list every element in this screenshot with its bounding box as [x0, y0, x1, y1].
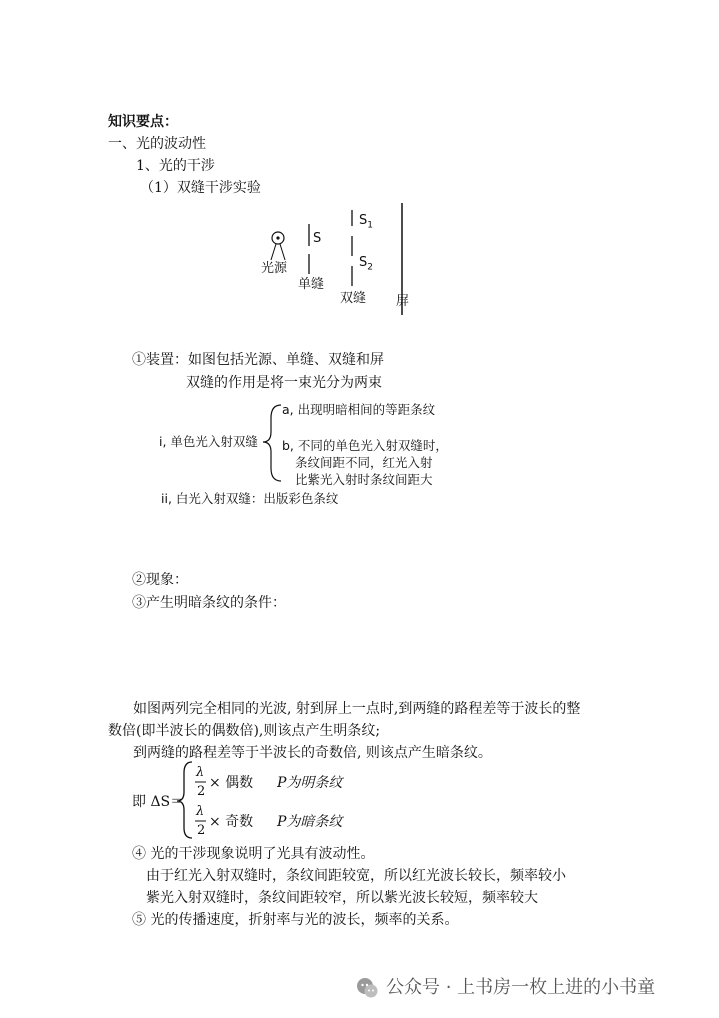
white-light-line: ii, 白光入射双缝：出版彩色条纹 — [161, 491, 339, 506]
label-screen: 屏 — [396, 294, 410, 309]
wechat-icon — [355, 976, 379, 1000]
device-line-1: ①装置：如图包括光源、单缝、双缝和屏 — [132, 352, 384, 368]
formula-two-bottom: 2 — [197, 823, 206, 838]
label-s1-main: S — [359, 213, 368, 228]
formula-dark: P为暗条纹 — [277, 814, 343, 830]
para1-line2: 数倍(即半波长的偶数倍),则该点产生明条纹; — [108, 723, 381, 739]
label-s2-main: S — [359, 255, 368, 270]
mono-b3: 比紫光入射时条纹间距大 — [295, 472, 433, 487]
item-4: ④ 光的干涉现象说明了光具有波动性。 — [132, 846, 375, 862]
subsubsection-title: （1）双缝干涉实验 — [140, 180, 261, 196]
condition-label: ③产生明暗条纹的条件： — [132, 595, 286, 611]
mono-a: a, 出现明暗相间的等距条纹 — [282, 402, 436, 417]
item-4-line2: 由于红光入射双缝时，条纹间距较宽，所以红光波长较长，频率较小 — [146, 868, 566, 884]
watermark-text: 公众号 · 上书房一枚上进的小书童 — [386, 977, 656, 998]
formula-odd: × 奇数 — [209, 814, 254, 830]
formula-lambda-bottom: λ — [196, 804, 205, 819]
formula-two-top: 2 — [197, 784, 206, 799]
label-double-slit: 双缝 — [340, 291, 367, 306]
mono-b2: 条纹间距不同，红光入射 — [295, 455, 433, 470]
item-5: ⑤ 光的传播速度，折射率与光的波长，频率的关系。 — [132, 912, 459, 928]
para2: 到两缝的路程差等于半波长的奇数倍, 则该点产生暗条纹。 — [133, 745, 492, 761]
label-light-source: 光源 — [261, 261, 288, 276]
formula-lambda-top: λ — [196, 765, 205, 780]
formula-even: × 偶数 — [209, 775, 254, 791]
label-s1-sub: 1 — [367, 220, 373, 231]
label-s: S — [313, 231, 322, 246]
phenomenon-label: ②现象： — [132, 572, 188, 588]
heading: 知识要点： — [108, 114, 178, 130]
formula-prefix: 即 ΔS＝ — [132, 794, 185, 810]
mono-b1: b, 不同的单色光入射双缝时， — [282, 438, 448, 453]
label-single-slit: 单缝 — [298, 277, 325, 292]
section-title: 一、光的波动性 — [108, 136, 206, 152]
mono-label: i, 单色光入射双缝 — [159, 434, 258, 449]
para1-line1: 如图两列完全相同的光波, 射到屏上一点时,到两缝的路程差等于波长的整 — [133, 701, 581, 717]
device-line-2: 双缝的作用是将一束光分为两束 — [186, 375, 382, 391]
item-4-line3: 紫光入射双缝时，条纹间距较窄，所以紫光波长较短，频率较大 — [146, 890, 538, 906]
formula-bright: P为明条纹 — [277, 775, 343, 791]
subsection-title: 1、光的干涉 — [136, 158, 215, 174]
label-s2-sub: 2 — [367, 262, 373, 273]
